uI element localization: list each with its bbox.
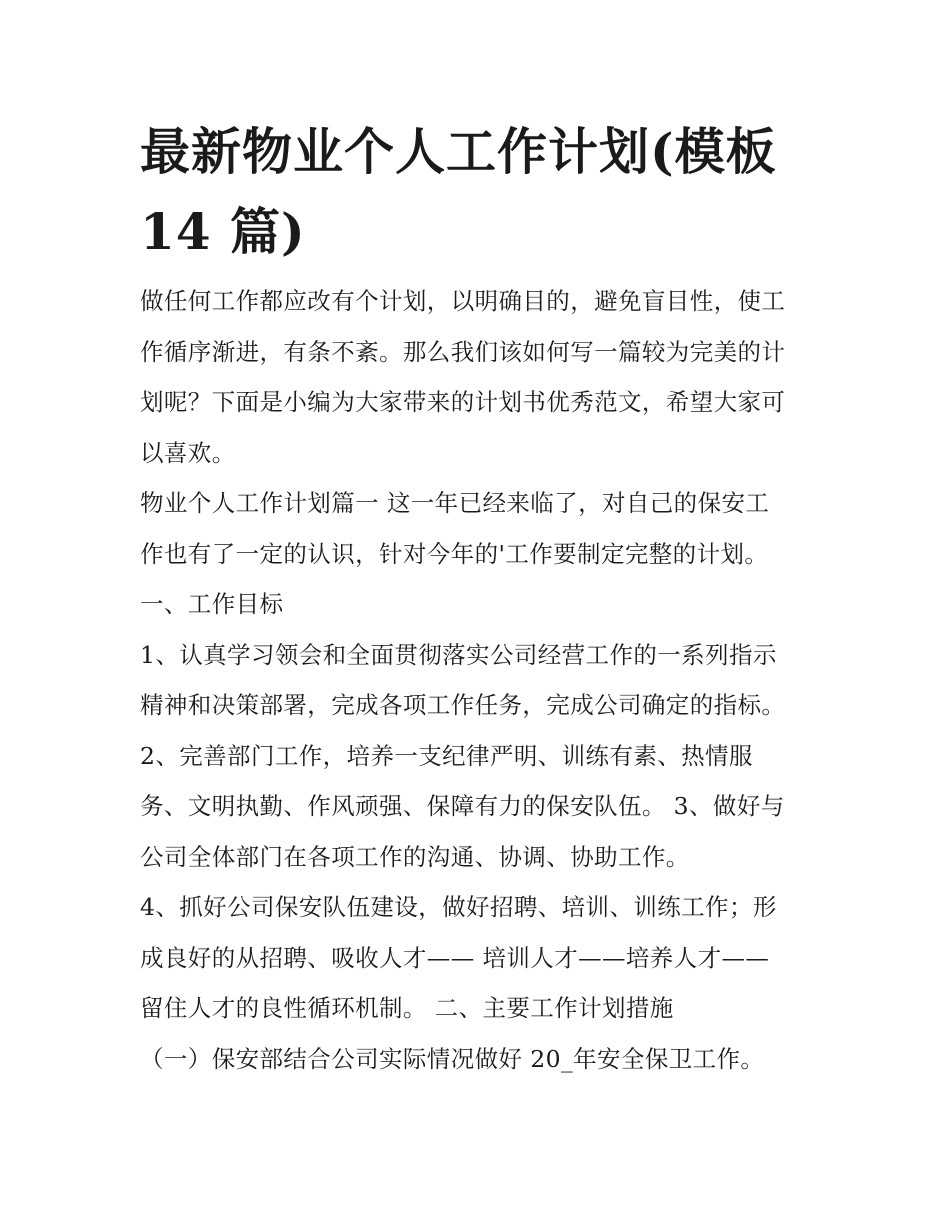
body-line-1: 做任何工作都应改有个计划，以明确目的，避免盲目性，使工: [140, 287, 786, 315]
document-title: [140, 112, 820, 272]
body-line-6: 作也有了一定的认识，针对今年的'工作要制定完整的计划。: [140, 540, 769, 568]
body-line-13: 4、抓好公司保安队伍建设，做好招聘、培训、训练工作；形: [140, 893, 777, 921]
section-heading-work-goals: 一、工作目标: [140, 590, 284, 618]
body-line-10: 2、完善部门工作，培养一支纪律严明、训练有素、热情服: [140, 742, 753, 770]
body-line-4: 以喜欢。: [140, 439, 236, 467]
body-line-14: 成良好的从招聘、吸收人才—— 培训人才——培养人才——: [140, 944, 770, 972]
body-line-11: 务、文明执勤、作风顽强、保障有力的保安队伍。 3、做好与: [140, 792, 785, 820]
body-line-8: 1、认真学习领会和全面贯彻落实公司经营工作的一系列指示: [140, 641, 777, 669]
title-line-1: 最新物业个人工作计划(模板: [140, 122, 777, 181]
body-line-15: 留住人才的良性循环机制。 二、主要工作计划措施: [140, 994, 674, 1022]
title-line-2: 14 篇): [140, 202, 306, 261]
body-line-5: 物业个人工作计划篇一 这一年已经来临了，对自己的保安工: [140, 489, 770, 517]
body-line-3: 划呢？下面是小编为大家带来的计划书优秀范文，希望大家可: [140, 388, 786, 416]
body-line-2: 作循序渐进，有条不紊。那么我们该如何写一篇较为完美的计: [140, 338, 786, 366]
body-line-9: 精神和决策部署，完成各项工作任务，完成公司确定的指标。: [140, 691, 786, 719]
body-line-12: 公司全体部门在各项工作的沟通、协调、协助工作。: [140, 843, 690, 871]
body-line-16: （一）保安部结合公司实际情况做好 20_年安全保卫工作。: [140, 1045, 765, 1073]
